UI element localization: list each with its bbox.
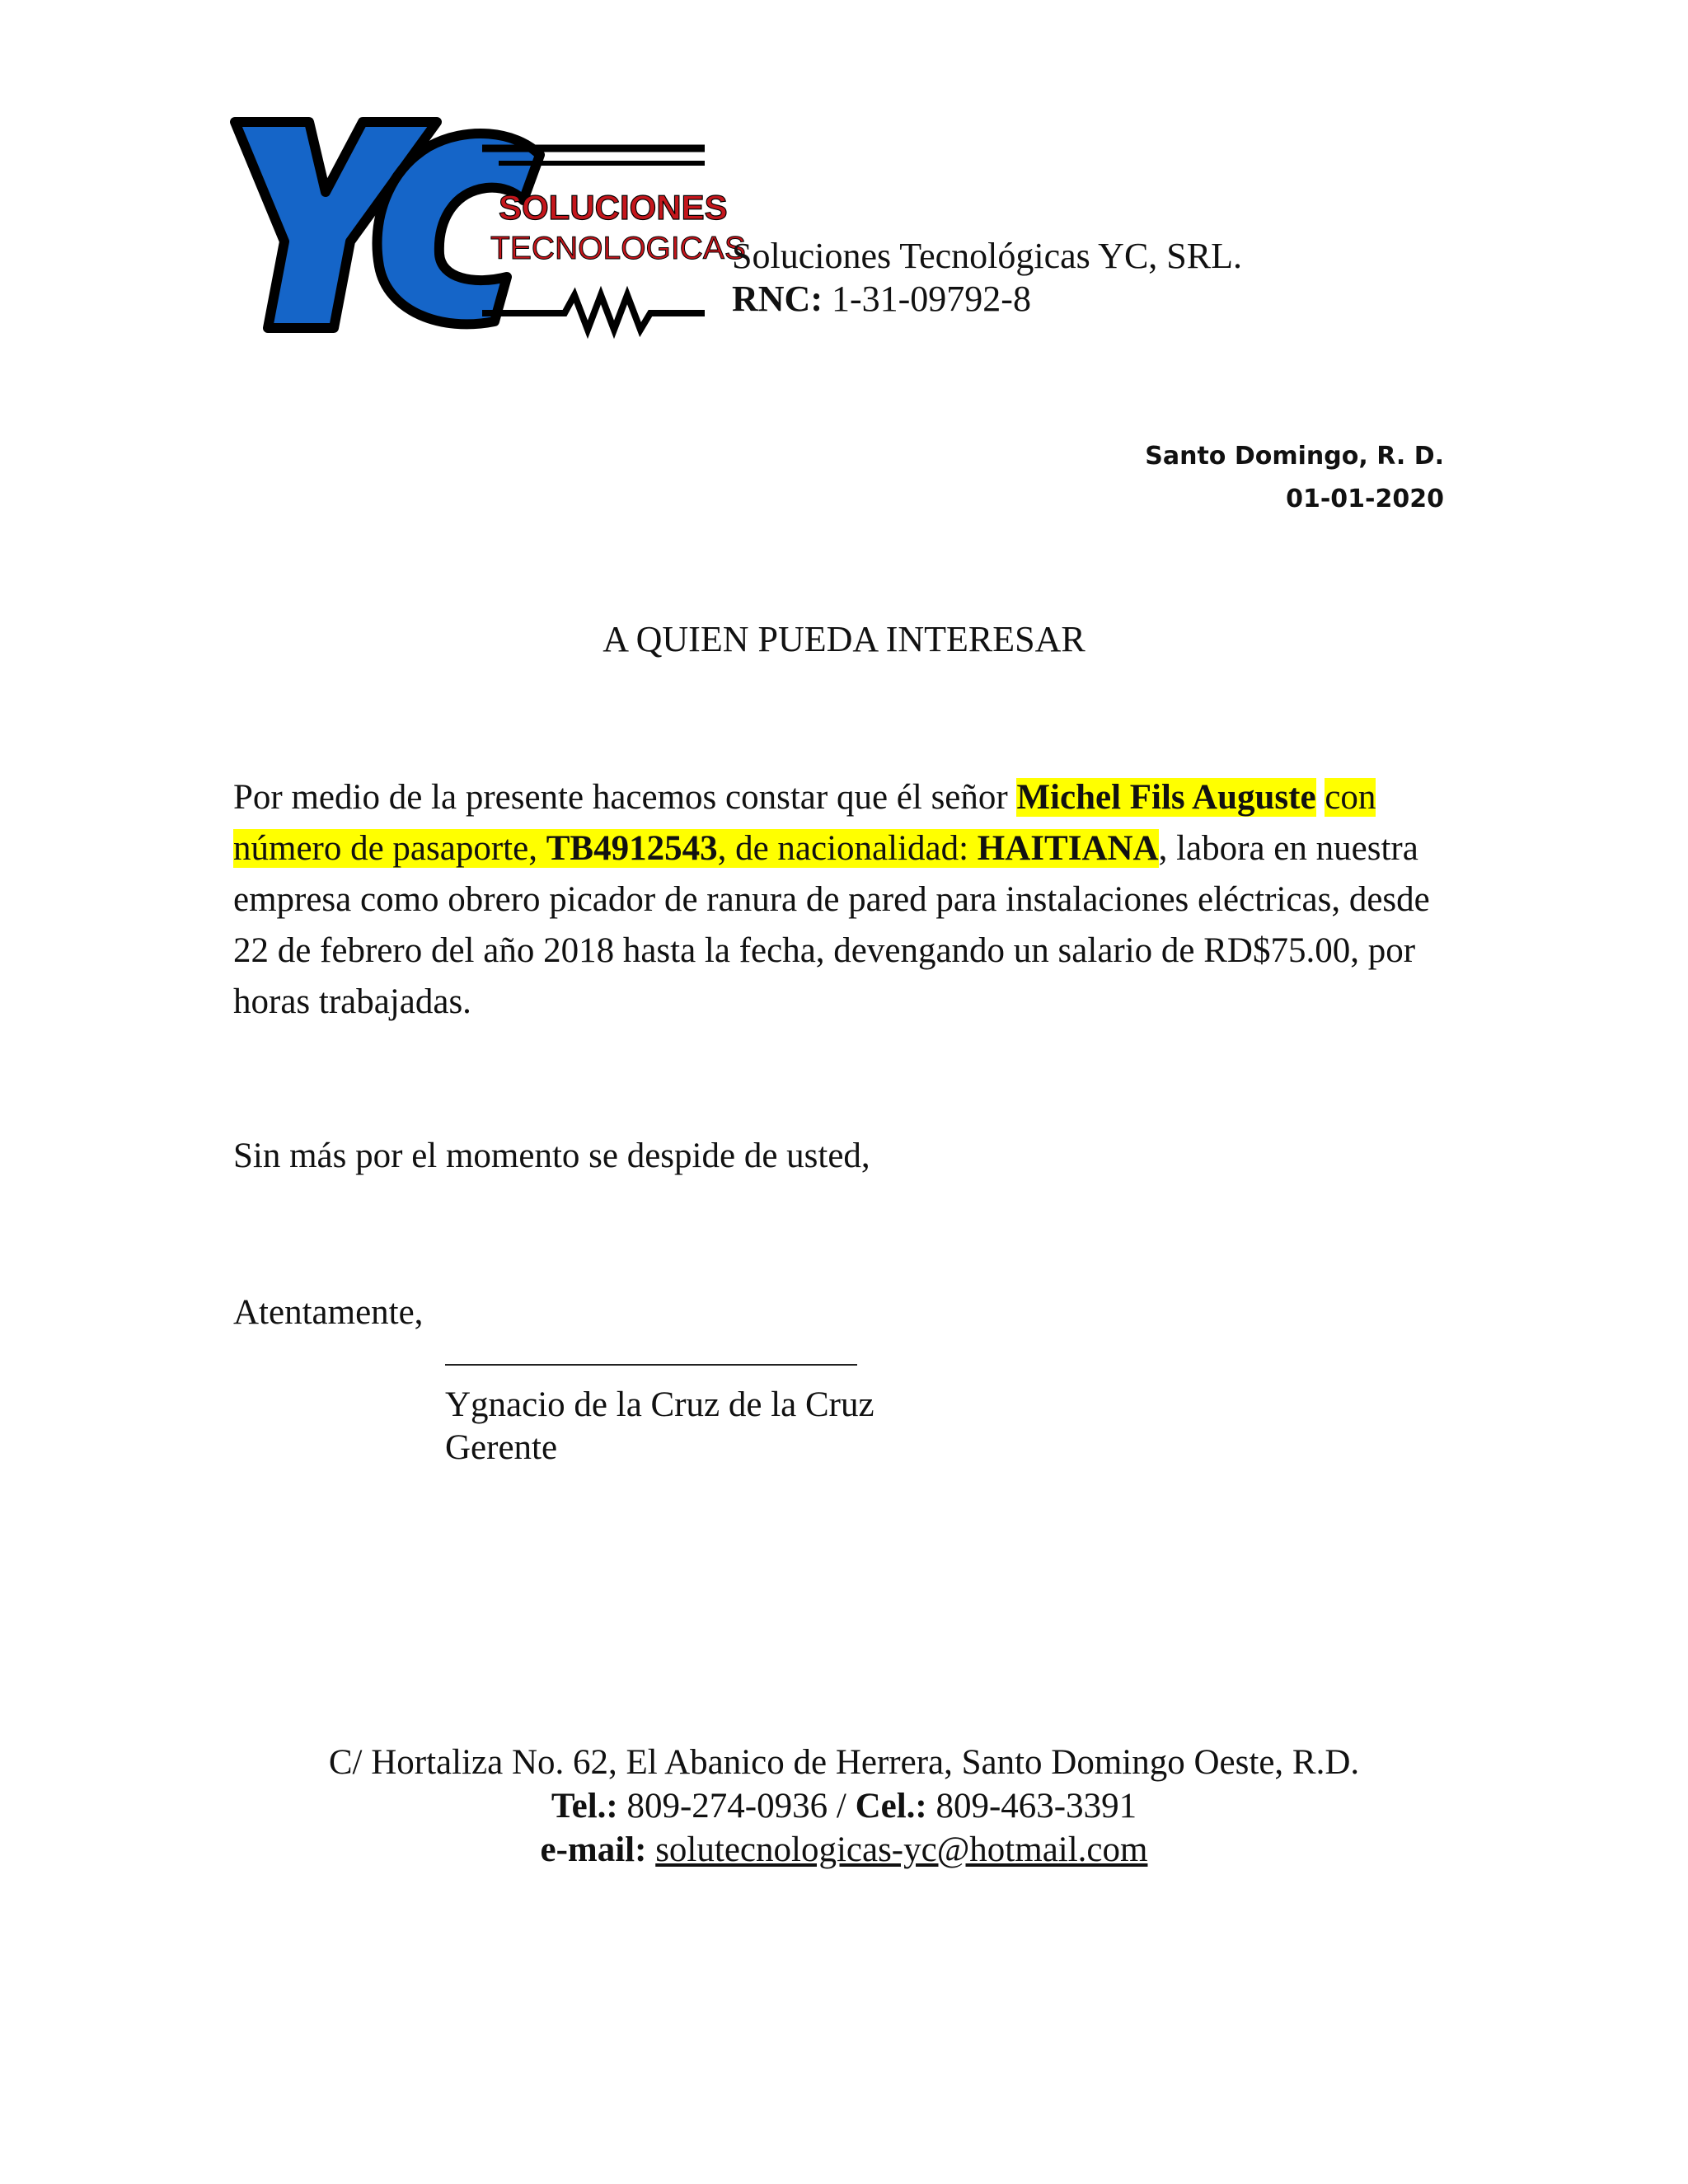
signature-block [445, 1364, 874, 1469]
passport-label: con número de pasaporte, [233, 778, 1376, 868]
body-rest: , labora en nuestra empresa como obrero picador de ranura de pared para instalaciones eléctricas, desde 22 de febrero del año 2018 hasta la fecha, devengando un salario de RD$75.00, por horas trabajadas. [233, 829, 1430, 1021]
footer-address: C/ Hortaliza No. 62, El Abanico de Herrera, Santo Domingo Oeste, R.D. [328, 1743, 1360, 1782]
footer-phones [0, 1784, 1688, 1828]
highlight-employee [1016, 778, 1315, 817]
rnc-label: RNC: [732, 279, 823, 319]
signer-name: Ygnacio de la Cruz de la Cruz [445, 1385, 874, 1424]
place-date [1145, 435, 1444, 521]
cel-label: Cel.: [855, 1787, 927, 1825]
letter-title: A QUIEN PUEDA INTERESAR [603, 619, 1085, 659]
tel-number: 809-274-0936 [626, 1787, 828, 1825]
nationality-label: , de nacionalidad: [717, 829, 978, 868]
company-name: Soluciones Tecnológicas YC, SRL. [732, 236, 1242, 276]
company-logo [218, 97, 746, 344]
logo-line2: TECNOLOGICAS [490, 231, 746, 266]
company-info [732, 235, 1242, 321]
footer [0, 1741, 1688, 1872]
footer-email [0, 1828, 1688, 1872]
rnc-value: 1-31-09792-8 [831, 279, 1031, 319]
logo-letters: YC [218, 97, 220, 98]
letter-body [233, 772, 1441, 1028]
rnc-line [732, 278, 1242, 321]
passport-number: TB4912543 [546, 829, 718, 868]
body-intro: Por medio de la presente hacemos constar que él señor [233, 778, 1017, 817]
signature-line [445, 1364, 857, 1366]
closing-line: Sin más por el momento se despide de usted, [233, 1137, 870, 1175]
logo-line1: SOLUCIONES [499, 188, 728, 227]
tel-label: Tel.: [551, 1787, 618, 1825]
phone-separator: / [836, 1787, 846, 1825]
date: 01-01-2020 [1286, 485, 1444, 513]
regards-line: Atentamente, [233, 1293, 424, 1332]
place: Santo Domingo, R. D. [1145, 442, 1444, 471]
signer-role: Gerente [445, 1428, 558, 1467]
email-label: e-mail: [540, 1830, 647, 1869]
email-link[interactable]: solutecnologicas-yc@hotmail.com [655, 1830, 1148, 1869]
cel-number: 809-463-3391 [935, 1787, 1137, 1825]
employee-name: Michel Fils Auguste [1016, 778, 1316, 817]
nationality: HAITIANA [977, 829, 1159, 868]
